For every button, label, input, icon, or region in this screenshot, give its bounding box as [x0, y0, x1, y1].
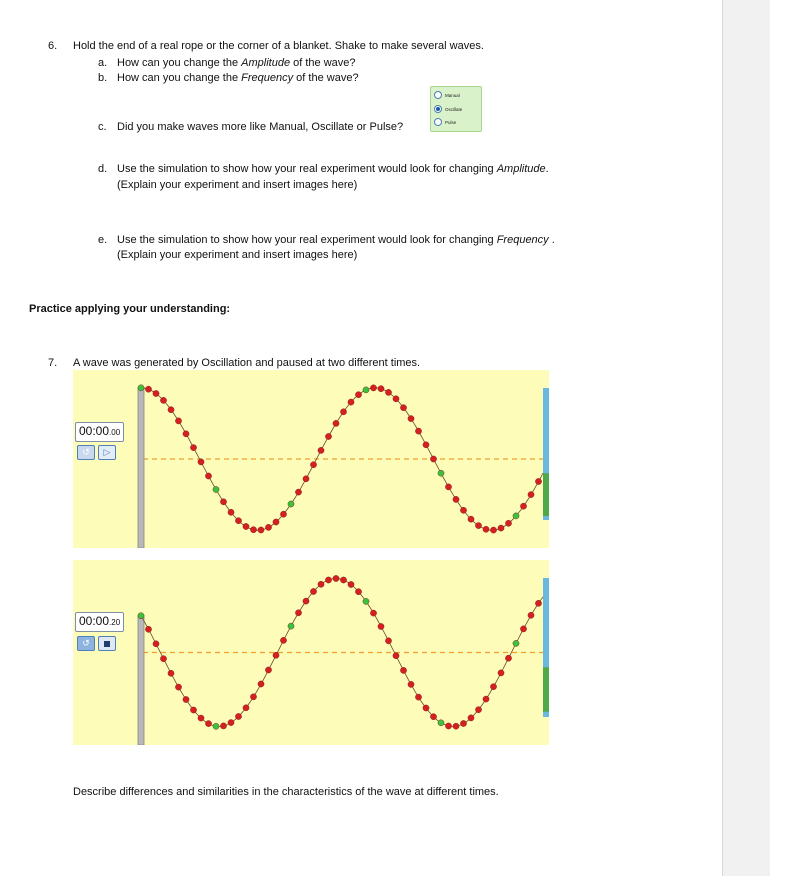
rope-bead [355, 589, 361, 595]
rope-bead [168, 407, 174, 413]
describe-prompt: Describe differences and similarities in the characteristics of the wave at different times. [73, 786, 499, 798]
rope-bead [205, 721, 211, 727]
wave-canvas-2 [73, 560, 549, 745]
q6d-text: Use the simulation to show how your real experiment would look for changing Amplitude. [117, 163, 549, 175]
rope-bead [265, 667, 271, 673]
rope-bead [258, 681, 264, 687]
marker-bead [213, 486, 219, 492]
q6-number: 6. [48, 40, 58, 52]
rope-bead [190, 707, 196, 713]
rope-bead [348, 581, 354, 587]
scroll-margin [770, 0, 792, 876]
rope-bead [483, 526, 489, 532]
marker-bead [513, 513, 519, 519]
radio-oscillate[interactable]: Oscillate [434, 103, 462, 115]
rope-bead [183, 696, 189, 702]
rope-bead [340, 409, 346, 415]
rope-bead [340, 577, 346, 583]
rope-bead [235, 518, 241, 524]
rope-bead [453, 496, 459, 502]
rewind-button[interactable] [77, 636, 95, 651]
rope-bead [310, 462, 316, 468]
rope-bead [393, 653, 399, 659]
rope-bead [220, 723, 226, 729]
rope-bead [168, 670, 174, 676]
q7-text: A wave was generated by Oscillation and paused at two different times. [73, 357, 421, 369]
rope-bead [280, 637, 286, 643]
rope-bead [153, 641, 159, 647]
rope-bead [250, 694, 256, 700]
rope-bead [235, 713, 241, 719]
rope-bead [460, 507, 466, 513]
wave-simulation-1 [73, 370, 549, 548]
rope-bead [190, 445, 196, 451]
q6e-instruction: (Explain your experiment and insert images here) [117, 249, 358, 261]
rope-bead [408, 681, 414, 687]
side-gutter [722, 0, 771, 876]
rope-bead [378, 623, 384, 629]
q6c-text: Did you make waves more like Manual, Oscillate or Pulse? [117, 121, 404, 133]
radio-icon [434, 91, 442, 99]
rope-bead [310, 588, 316, 594]
timer-2: 00:00.20 [75, 612, 124, 632]
marker-bead [363, 598, 369, 604]
rope-bead [370, 385, 376, 391]
rope-bead [145, 386, 151, 392]
rope-bead [520, 626, 526, 632]
rope-bead [295, 489, 301, 495]
rope-bead [228, 720, 234, 726]
q6e-text: Use the simulation to show how your real experiment would look for changing Frequency . [117, 234, 555, 246]
oscillator-post [138, 616, 144, 745]
rewind-icon: ↺ [82, 447, 90, 457]
marker-bead [288, 501, 294, 507]
rope-bead [198, 715, 204, 721]
rope-bead [198, 459, 204, 465]
practice-heading: Practice applying your understanding: [29, 303, 231, 315]
rope-bead [348, 399, 354, 405]
radio-icon [434, 118, 442, 126]
controls-1 [77, 445, 116, 460]
rope-bead [243, 705, 249, 711]
marker-bead [363, 387, 369, 393]
marker-bead [438, 470, 444, 476]
rope-bead [528, 612, 534, 618]
rope-bead [273, 519, 279, 525]
q6a-text: How can you change the Amplitude of the wave? [117, 57, 356, 69]
rope-bead [423, 442, 429, 448]
rope-bead [490, 684, 496, 690]
rope-bead [475, 707, 481, 713]
oscillator-post [138, 388, 144, 548]
rope-bead [430, 456, 436, 462]
marker-bead [213, 723, 219, 729]
right-wall-grass [543, 473, 549, 516]
marker-bead [288, 623, 294, 629]
rope-bead [445, 723, 451, 729]
rope-bead [243, 523, 249, 529]
rope-bead [460, 720, 466, 726]
rope-bead [325, 433, 331, 439]
marker-bead [138, 613, 144, 619]
marker-bead [438, 720, 444, 726]
rope-bead [385, 638, 391, 644]
rope-bead [318, 447, 324, 453]
rope-bead [415, 428, 421, 434]
q6d-instruction: (Explain your experiment and insert images here) [117, 179, 358, 191]
rope-bead [475, 523, 481, 529]
rope-bead [160, 397, 166, 403]
rope-bead [400, 667, 406, 673]
rope-bead [505, 520, 511, 526]
q6c-letter: c. [98, 121, 107, 133]
rope-bead [468, 715, 474, 721]
rope-bead [273, 652, 279, 658]
wave-canvas-1 [73, 370, 549, 548]
q6a-letter: a. [98, 57, 108, 69]
q6e-letter: e. [98, 234, 108, 246]
rope-bead [423, 705, 429, 711]
rope-bead [483, 696, 489, 702]
rope-bead [175, 684, 181, 690]
rope-bead [408, 416, 414, 422]
rope-bead [498, 670, 504, 676]
play-button[interactable] [98, 445, 116, 460]
q7-number: 7. [48, 357, 58, 369]
q6b-letter: b. [98, 72, 108, 84]
rope-bead [445, 484, 451, 490]
rope-bead [505, 655, 511, 661]
rope-bead [355, 392, 361, 398]
rope-bead [400, 405, 406, 411]
rope-bead [393, 396, 399, 402]
rope-bead [265, 524, 271, 530]
rope-bead [175, 418, 181, 424]
rope-bead [250, 527, 256, 533]
rope-bead [205, 473, 211, 479]
stop-icon [104, 641, 110, 647]
marker-bead [138, 385, 144, 391]
timer-1: 00:00.00 [75, 422, 124, 442]
rope-bead [220, 499, 226, 505]
rewind-button[interactable] [77, 445, 95, 460]
rope-bead [498, 525, 504, 531]
rope-bead [535, 600, 541, 606]
rope-bead [490, 527, 496, 533]
marker-bead [513, 640, 519, 646]
rope-bead [228, 509, 234, 515]
rope-bead [333, 420, 339, 426]
play-icon: ▷ [103, 447, 111, 457]
rope-bead [153, 390, 159, 396]
rope-bead [520, 503, 526, 509]
radio-selected-icon [434, 105, 442, 113]
rope-bead [280, 511, 286, 517]
rewind-icon: ↺ [82, 638, 90, 648]
rope-bead [258, 527, 264, 533]
rope-bead [528, 492, 534, 498]
mode-radio-group [430, 86, 482, 132]
rope-bead [295, 610, 301, 616]
rope-bead [318, 581, 324, 587]
stop-button[interactable] [98, 636, 116, 651]
rope-bead [325, 577, 331, 583]
rope-bead [468, 516, 474, 522]
right-wall-grass [543, 667, 549, 711]
radio-manual[interactable]: Manual [434, 89, 460, 101]
q6d-letter: d. [98, 163, 108, 175]
rope-bead [303, 476, 309, 482]
controls-2 [77, 636, 116, 651]
rope-bead [145, 626, 151, 632]
q6b-text: How can you change the Frequency of the wave? [117, 72, 359, 84]
rope-bead [160, 656, 166, 662]
rope-bead [183, 431, 189, 437]
rope-bead [370, 610, 376, 616]
wave-simulation-2 [73, 560, 549, 745]
rope-bead [430, 714, 436, 720]
q6-text: Hold the end of a real rope or the corner of a blanket. Shake to make several waves. [73, 40, 484, 52]
rope-bead [535, 478, 541, 484]
rope-bead [453, 723, 459, 729]
rope-bead [333, 575, 339, 581]
radio-pulse[interactable]: Pulse [434, 116, 456, 128]
rope-bead [385, 389, 391, 395]
rope-bead [378, 386, 384, 392]
rope-bead [303, 598, 309, 604]
rope-bead [415, 694, 421, 700]
